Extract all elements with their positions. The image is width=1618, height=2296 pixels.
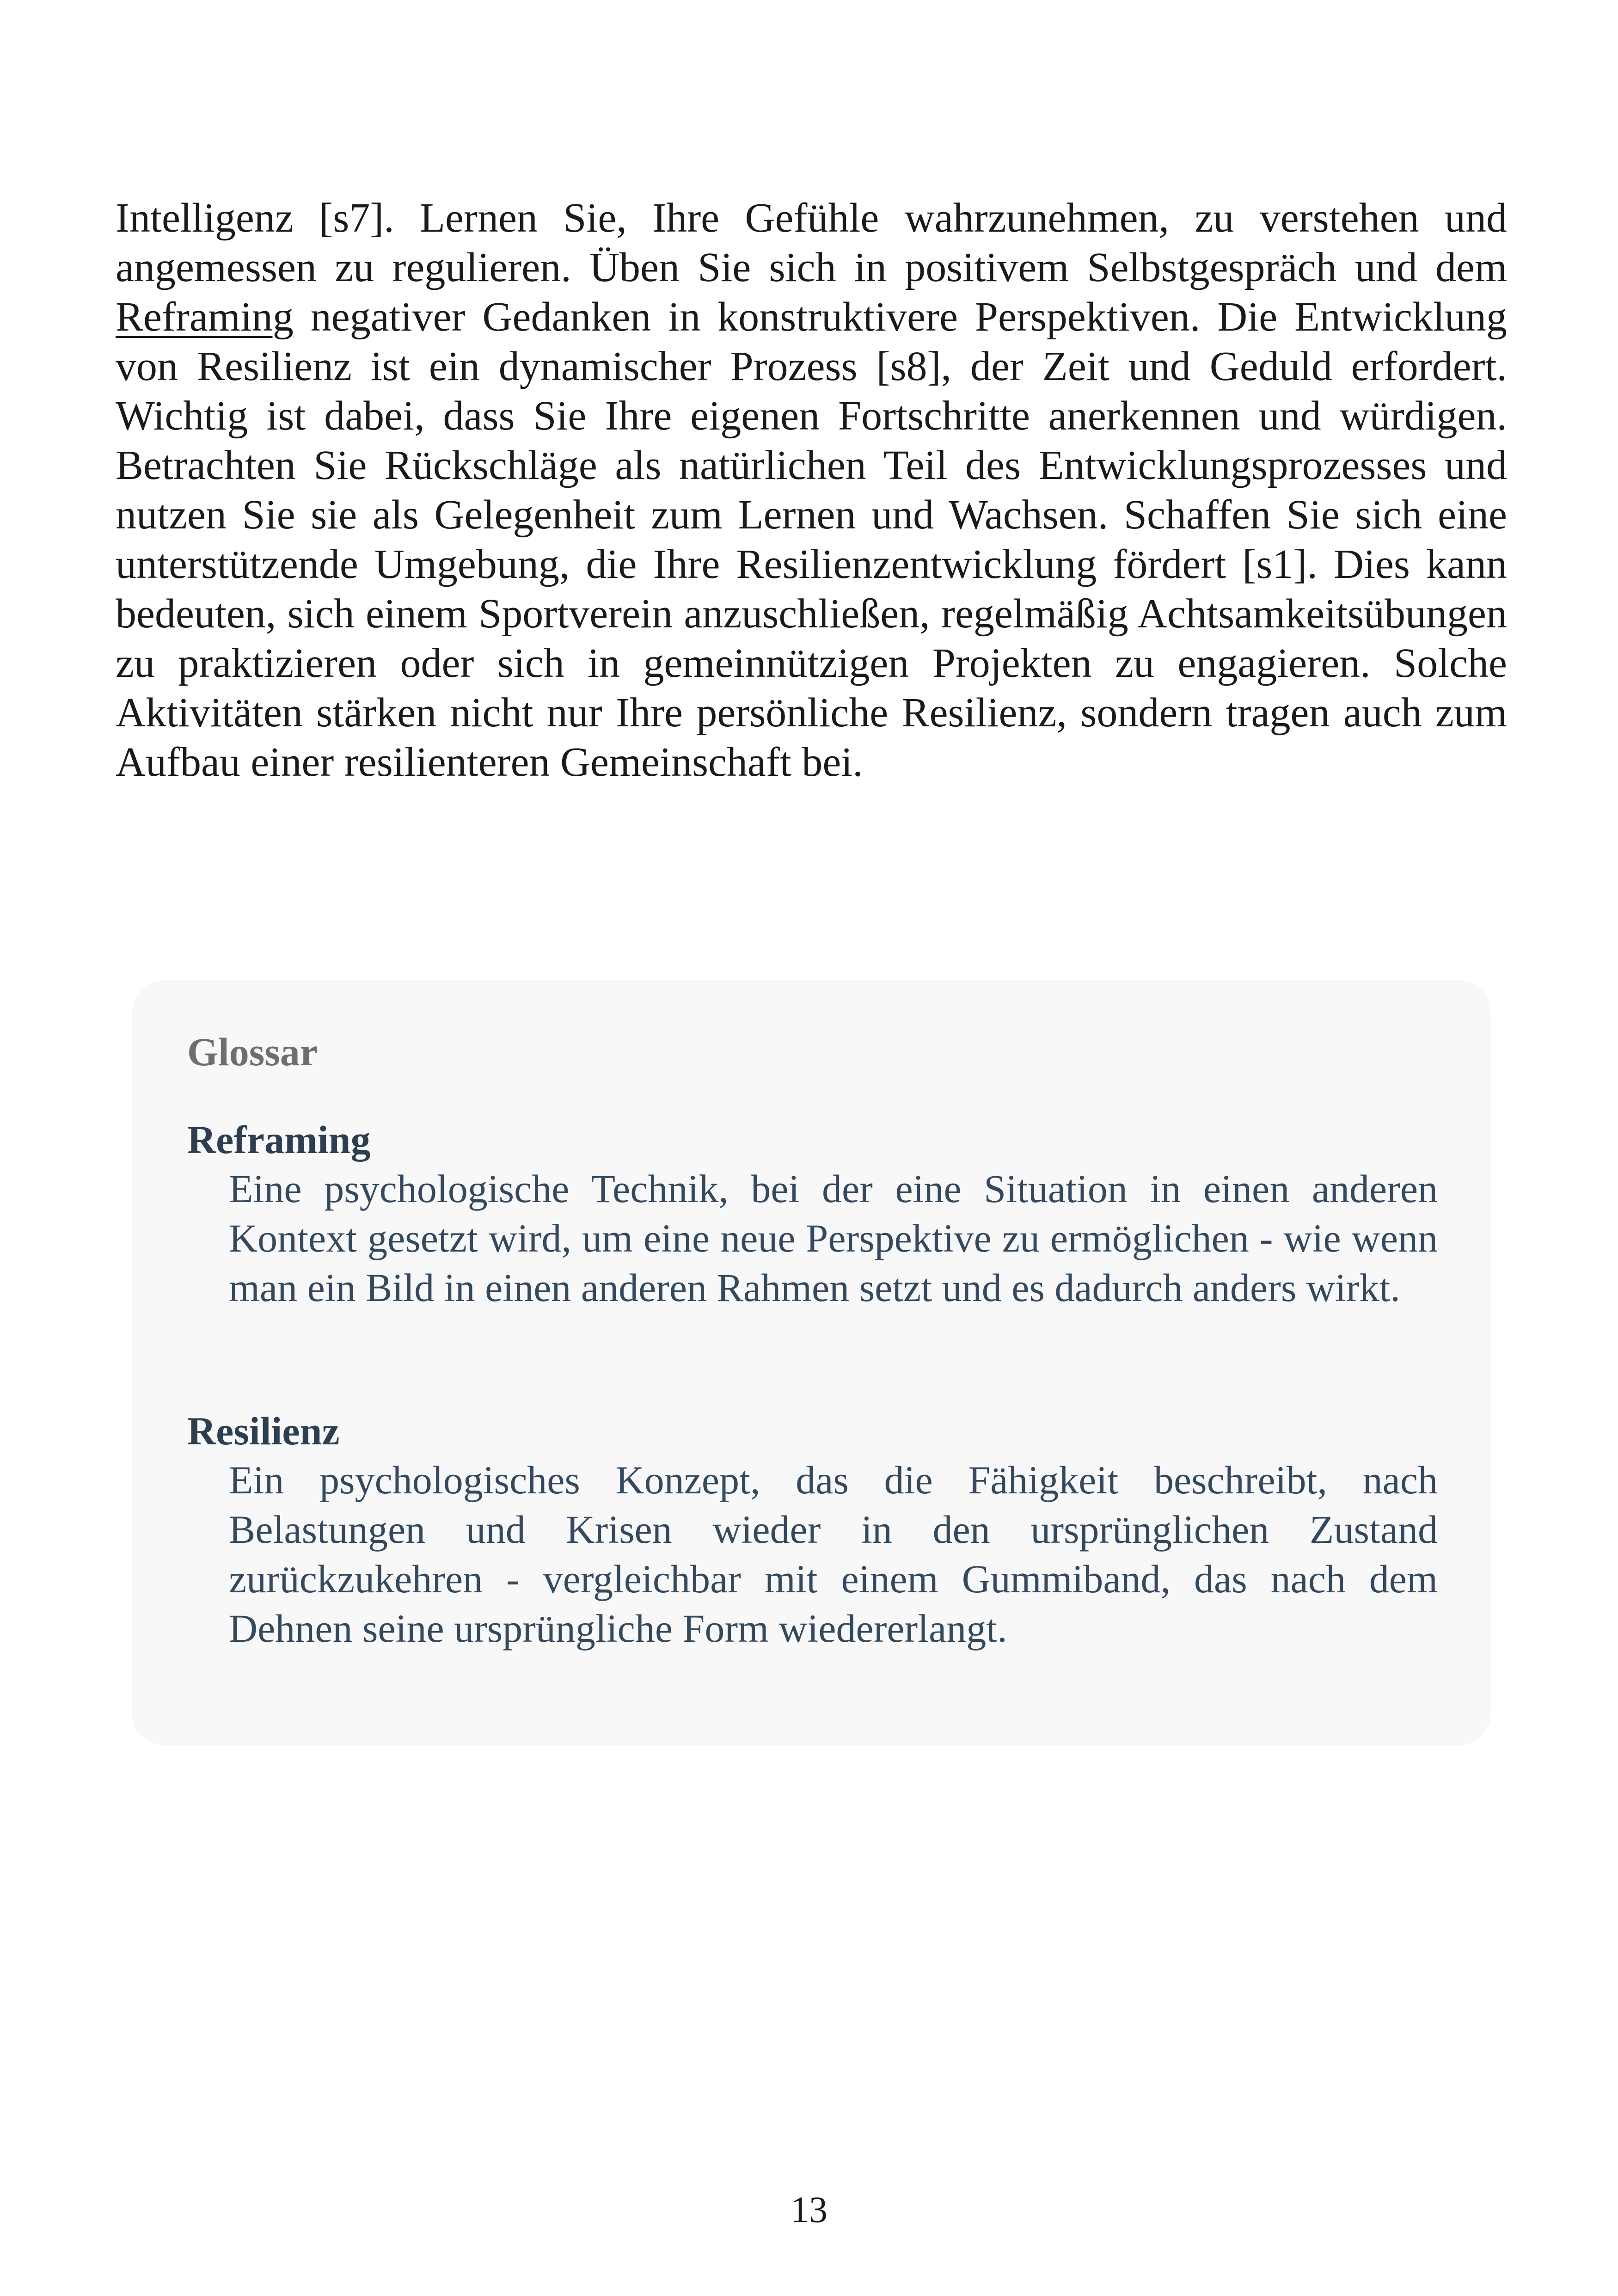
page-number: 13 <box>791 2190 827 2230</box>
glossary-definition-reframing: Eine psychologische Technik, bei der eine Situation in einen anderen Kontext gesetzt wird, um eine neue Perspektive zu ermöglichen - wie wenn man ein Bild in einen anderen Rahmen setzt und es dadurch anders wirkt. <box>229 1166 1438 1310</box>
body-text-part-1: Intelligenz [s7]. Lernen Sie, Ihre Gefühle wahrzunehmen, zu verstehen und angemessen zu regulieren. Üben Sie sich in positivem Selbstgespräch und dem <box>116 195 1507 290</box>
body-text-part-2: negativer Gedanken in konstruktivere Perspektiven. Die Entwicklung von Resilienz ist ein dynamischer Prozess [s8], der Zeit und Geduld erfordert. Wichtig ist dabei, dass Sie Ihre eigenen Fortschritte anerkennen und würdigen. Betrachten Sie Rückschläge als natürlichen Teil des Entwicklungsprozesses und nutzen Sie sie als Gelegenheit zum Lernen und Wachsen. Schaffen Sie sich eine unterstützende Umgebung, die Ihre Resilienzentwicklung fördert [s1]. Dies kann bedeuten, sich einem Sportverein anzuschließen, regelmäßig Achtsamkeitsübungen zu praktizieren oder sich in gemeinnützigen Projekten zu engagieren. Solche Aktivitäten stärken nicht nur Ihre persönliche Resilienz, sondern tragen auch zum Aufbau einer resilienteren Gemeinschaft bei. <box>116 294 1507 785</box>
body-paragraph <box>116 193 1507 787</box>
glossary-definition-resilienz: Ein psychologisches Konzept, das die Fähigkeit beschreibt, nach Belastungen und Krisen wieder in den ursprünglichen Zustand zurückzukehren - vergleichbar mit einem Gummiband, das nach dem Dehnen seine ursprüngliche Form wiedererlangt. <box>229 1458 1438 1651</box>
glossary-box <box>132 980 1491 1745</box>
glossary-term-resilienz: Resilienz <box>187 1409 340 1453</box>
glossary-title: Glossar <box>187 1030 318 1074</box>
reframing-link[interactable]: Reframing <box>116 294 294 340</box>
glossary-term-reframing: Reframing <box>187 1117 371 1162</box>
